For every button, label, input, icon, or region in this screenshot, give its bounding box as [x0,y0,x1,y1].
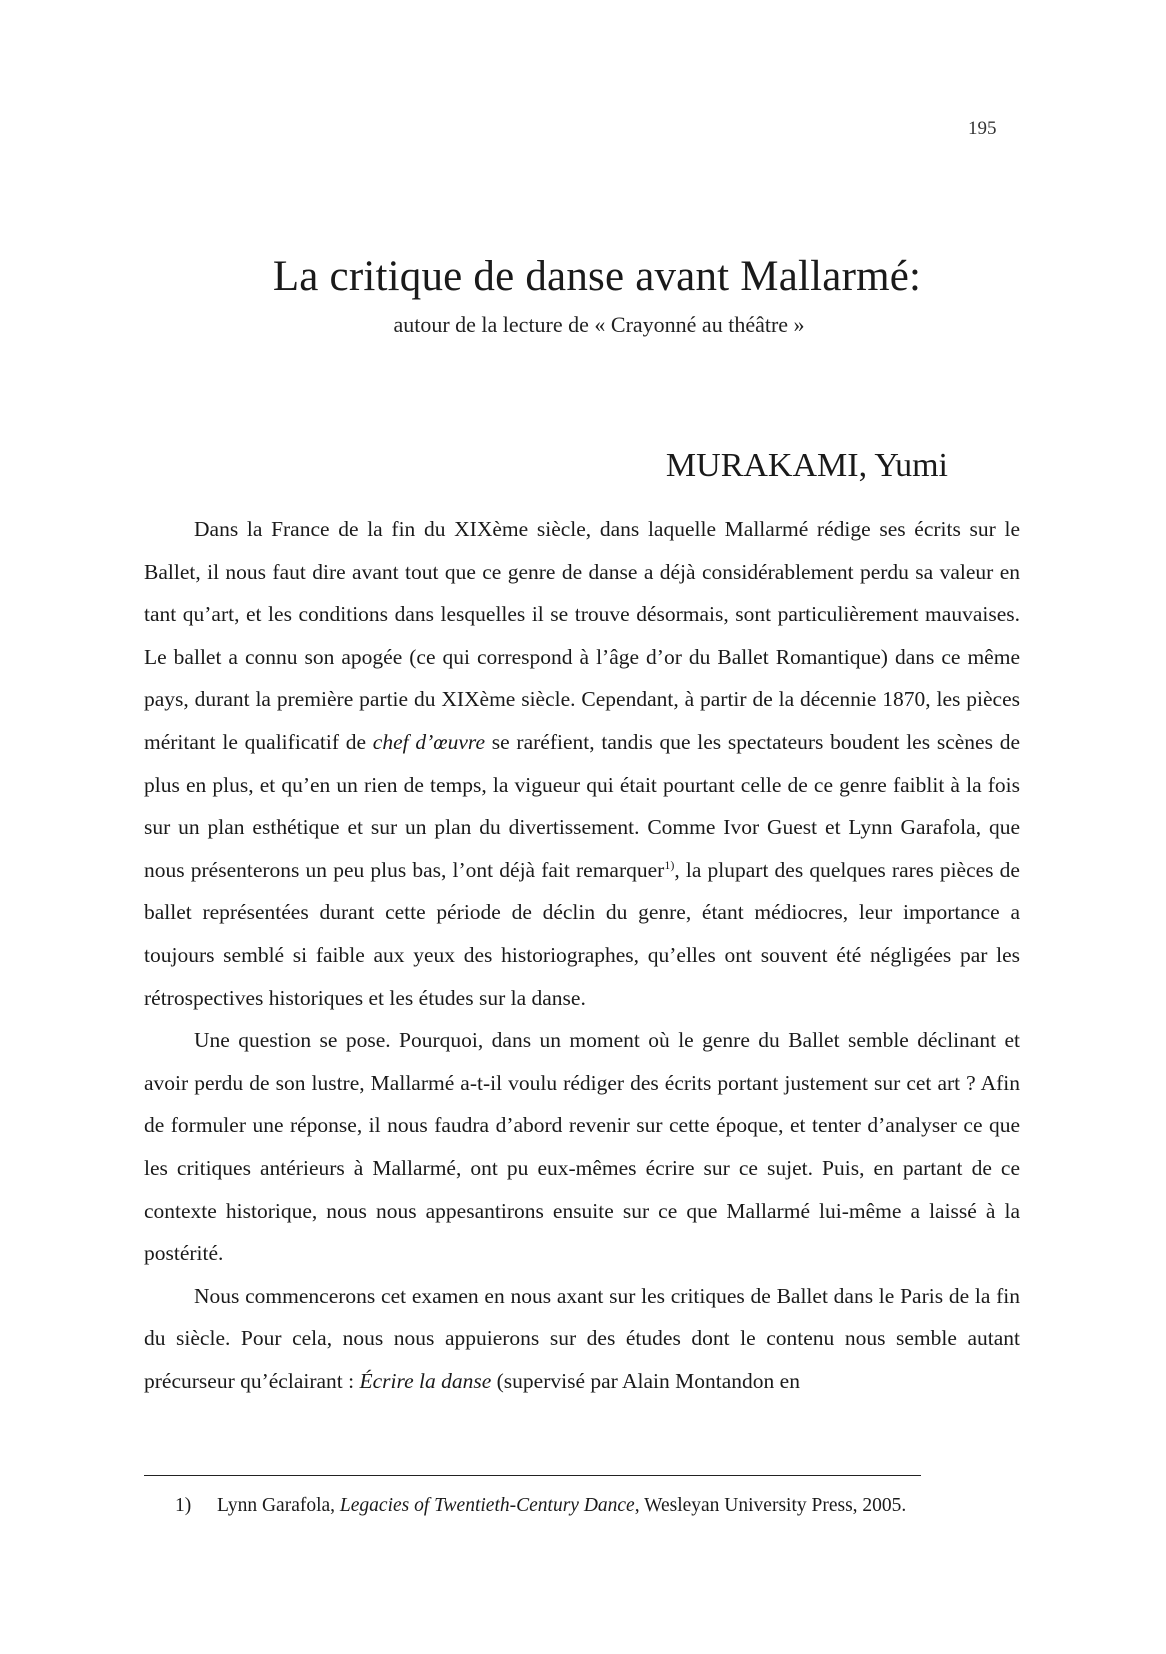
footnote-reference-1[interactable]: 1) [664,857,675,872]
paragraph-1-part-c: , la plupart des quelques rares pièces de ballet représentées durant cette période de déclin du genre, étant médiocres, leur importance a toujours semblé si faible aux yeux des historiographes, qu’elles ont souvent été négligées par les rétrospectives historiques et les études sur la danse. [144,857,1020,1010]
paragraph-1-italic: chef d’œuvre [372,729,486,754]
paragraph-2: Une question se pose. Pourquoi, dans un moment où le genre du Ballet semble déclinant et avoir perdu de son lustre, Mallarmé a-t-il voulu rédiger des écrits portant justement sur cet art ? Afin de formuler une réponse, il nous faudra d’abord revenir sur cette époque, et tenter d’analyser ce que les critiques antérieurs à Mallarmé, ont pu eux-mêmes écrire sur ce sujet. Puis, en partant de ce contexte historique, nous nous appesantirons ensuite sur ce que Mallarmé lui-même a laissé à la postérité. [144,1028,1020,1266]
author-name: MURAKAMI, Yumi [665,447,948,484]
article-title-text: La critique de danse avant Mallarmé: [272,253,922,300]
article-subtitle [0,312,1166,338]
paragraph-3-part-b: (supervisé par Alain Montandon en [491,1368,800,1393]
article-subtitle-text: autour de la lecture de « Crayonné au théâtre » [393,312,805,337]
page-number: 195 [968,118,997,139]
footnote-title: Legacies of Twentieth-Century Dance [339,1495,635,1516]
footnote-1 [175,1495,906,1517]
paragraph-1-part-b: se raréfient, tandis que les spectateurs boudent les scènes de plus en plus, et qu’en un rien de temps, la vigueur qui était pourtant celle de ce genre faiblit à la fois sur un plan esthétique et sur un plan du divertissement. Comme Ivor Guest et Lynn Garafola, que nous présenterons un peu plus bas, l’ont déjà fait remarquer [144,729,1021,882]
paragraph-3 [144,1275,1020,1403]
paragraph-1-part-a: Dans la France de la fin du XIXème siècle, dans laquelle Mallarmé rédige ses écrits sur le Ballet, il nous faut dire avant tout que ce genre de danse a déjà considérablement perdu sa valeur en tant qu’art, et les conditions dans lesquelles il se trouve désormais, sont particulièrement mauvaises. Le ballet a connu son apogée (ce qui correspond à l’âge d’or du Ballet Romantique) dans ce même pays, durant la première partie du XIXème siècle. Cependant, à partir de la décennie 1870, les pièces méritant le qualificatif de [144,517,1020,754]
footnote-author: Lynn Garafola, [217,1495,340,1516]
footnote-divider [144,1475,921,1476]
article-title [0,252,1166,301]
footnote-number: 1) [175,1495,192,1516]
paragraph-1 [144,508,1020,1019]
footnote-rest: , Wesleyan University Press, 2005. [634,1495,907,1516]
paragraph-3-part-a: Nous commencerons cet examen en nous axant sur les critiques de Ballet dans le Paris de la fin du siècle. Pour cela, nous nous appuierons sur des études dont le contenu nous semble autant précurseur qu’éclairant : [144,1283,1020,1393]
paragraph-3-italic: Écrire la danse [359,1368,492,1393]
body-text [144,508,1020,1402]
